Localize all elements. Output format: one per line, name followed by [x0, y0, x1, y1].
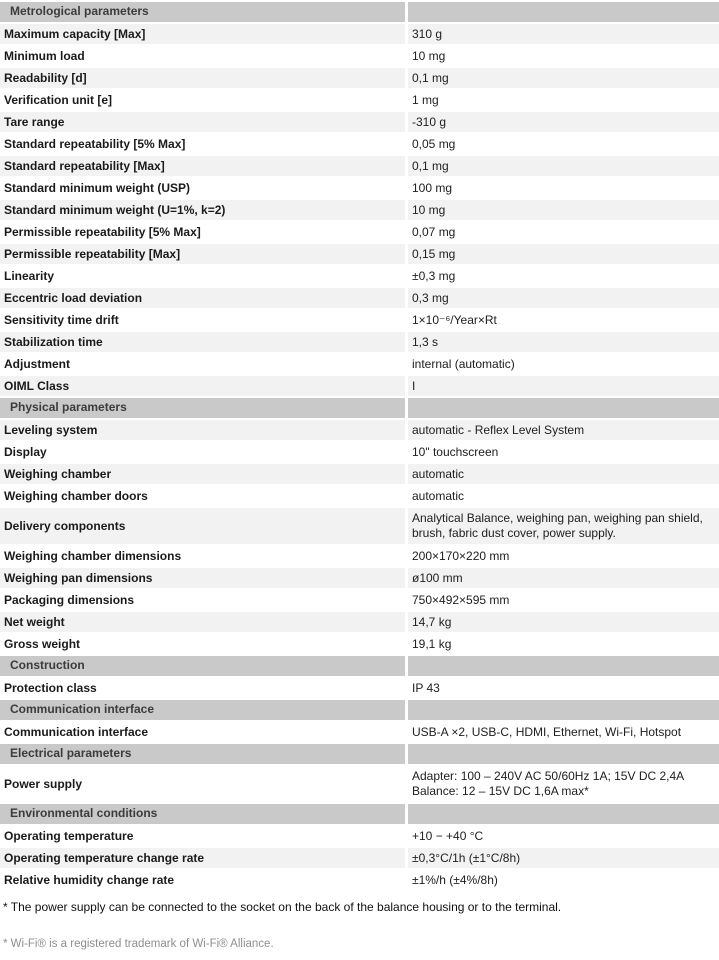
spec-row	[0, 442, 719, 464]
param-label: Packaging dimensions	[0, 590, 408, 612]
param-label: Verification unit [e]	[0, 90, 408, 112]
wifi-trademark-footnote: * Wi-Fi® is a registered trademark of Wi-Fi® Alliance.	[3, 938, 274, 950]
param-label: Leveling system	[0, 420, 408, 442]
param-value: automatic	[408, 486, 719, 508]
section-title: Environmental conditions	[0, 804, 408, 826]
param-value-line: Adapter: 100 – 240V AC 50/60Hz 1A; 15V DC 2,4A	[412, 769, 685, 783]
spec-row	[0, 222, 719, 244]
section-header-spacer	[408, 744, 719, 766]
section-header-row-communication-interface	[0, 700, 719, 722]
param-value: ø100 mm	[408, 568, 719, 590]
param-value: 200×170×220 mm	[408, 546, 719, 568]
specification-table	[0, 2, 719, 892]
param-label: Standard minimum weight (U=1%, k=2)	[0, 200, 408, 222]
spec-row	[0, 244, 719, 266]
param-label: Weighing chamber dimensions	[0, 546, 408, 568]
param-value: 0,1 mg	[408, 156, 719, 178]
param-label: Stabilization time	[0, 332, 408, 354]
spec-row	[0, 420, 719, 442]
param-label: Protection class	[0, 678, 408, 700]
spec-row	[0, 200, 719, 222]
section-header-row-metrological-parameters	[0, 2, 719, 24]
param-value: ±0,3°C/1h (±1°C/8h)	[408, 848, 719, 870]
param-value	[408, 508, 719, 546]
param-value: +10 − +40 °C	[408, 826, 719, 848]
spec-row	[0, 90, 719, 112]
spec-row	[0, 826, 719, 848]
power-supply-footnote: * The power supply can be connected to the socket on the back of the balance housing or to the terminal.	[3, 900, 562, 914]
spec-row	[0, 178, 719, 200]
spec-row	[0, 112, 719, 134]
spec-row	[0, 722, 719, 744]
spec-row	[0, 612, 719, 634]
param-label: Tare range	[0, 112, 408, 134]
param-label: OIML Class	[0, 376, 408, 398]
spec-row	[0, 266, 719, 288]
param-value: ±0,3 mg	[408, 266, 719, 288]
param-label: Standard minimum weight (USP)	[0, 178, 408, 200]
section-title: Physical parameters	[0, 398, 408, 420]
spec-row	[0, 486, 719, 508]
param-value: 1,3 s	[408, 332, 719, 354]
param-value: 1×10⁻⁶/Year×Rt	[408, 310, 719, 332]
section-header-row-electrical-parameters	[0, 744, 719, 766]
spec-row	[0, 46, 719, 68]
param-value: 100 mg	[408, 178, 719, 200]
spec-row	[0, 848, 719, 870]
param-label: Weighing pan dimensions	[0, 568, 408, 590]
param-label: Weighing chamber doors	[0, 486, 408, 508]
spec-row	[0, 546, 719, 568]
spec-row	[0, 288, 719, 310]
param-value: IP 43	[408, 678, 719, 700]
spec-row	[0, 354, 719, 376]
param-value: -310 g	[408, 112, 719, 134]
param-value: 0,15 mg	[408, 244, 719, 266]
section-header-spacer	[408, 2, 719, 24]
param-value: 10 mg	[408, 46, 719, 68]
param-label: Sensitivity time drift	[0, 310, 408, 332]
section-title: Construction	[0, 656, 408, 678]
section-title: Electrical parameters	[0, 744, 408, 766]
spec-row	[0, 134, 719, 156]
param-label: Communication interface	[0, 722, 408, 744]
spec-row	[0, 568, 719, 590]
param-value: USB-A ×2, USB-C, HDMI, Ethernet, Wi-Fi, Hotspot	[408, 722, 719, 744]
param-label: Standard repeatability [Max]	[0, 156, 408, 178]
param-value: automatic - Reflex Level System	[408, 420, 719, 442]
section-header-row-environmental-conditions	[0, 804, 719, 826]
param-label: Gross weight	[0, 634, 408, 656]
param-label: Linearity	[0, 266, 408, 288]
param-label: Permissible repeatability [5% Max]	[0, 222, 408, 244]
param-label: Weighing chamber	[0, 464, 408, 486]
spec-row	[0, 464, 719, 486]
section-header-row-construction	[0, 656, 719, 678]
specification-table-body	[0, 2, 719, 892]
param-label: Delivery components	[0, 508, 408, 546]
param-label: Permissible repeatability [Max]	[0, 244, 408, 266]
param-label: Adjustment	[0, 354, 408, 376]
spec-row	[0, 156, 719, 178]
param-value-line: Analytical Balance, weighing pan, weighing pan shield,	[412, 511, 703, 525]
param-value: 310 g	[408, 24, 719, 46]
param-label: Minimum load	[0, 46, 408, 68]
param-value: 0,07 mg	[408, 222, 719, 244]
param-value: 0,3 mg	[408, 288, 719, 310]
param-value: 0,05 mg	[408, 134, 719, 156]
param-label: Relative humidity change rate	[0, 870, 408, 892]
section-header-spacer	[408, 656, 719, 678]
spec-row	[0, 766, 719, 804]
param-value: internal (automatic)	[408, 354, 719, 376]
spec-row	[0, 68, 719, 90]
spec-row	[0, 870, 719, 892]
section-title: Communication interface	[0, 700, 408, 722]
param-value-line: brush, fabric dust cover, power supply.	[412, 526, 616, 540]
param-label: Display	[0, 442, 408, 464]
spec-row	[0, 332, 719, 354]
spec-row	[0, 376, 719, 398]
section-header-spacer	[408, 700, 719, 722]
param-value: ±1%/h (±4%/8h)	[408, 870, 719, 892]
spec-row	[0, 508, 719, 546]
spec-row	[0, 310, 719, 332]
param-value: 14,7 kg	[408, 612, 719, 634]
param-value: automatic	[408, 464, 719, 486]
param-value	[408, 766, 719, 804]
spec-row	[0, 590, 719, 612]
section-header-row-physical-parameters	[0, 398, 719, 420]
section-header-spacer	[408, 804, 719, 826]
param-value-line: Balance: 12 – 15V DC 1,6A max*	[412, 784, 589, 798]
param-value: I	[408, 376, 719, 398]
param-label: Standard repeatability [5% Max]	[0, 134, 408, 156]
spec-row	[0, 678, 719, 700]
param-value: 10 mg	[408, 200, 719, 222]
param-value: 0,1 mg	[408, 68, 719, 90]
param-label: Net weight	[0, 612, 408, 634]
param-value: 19,1 kg	[408, 634, 719, 656]
section-title: Metrological parameters	[0, 2, 408, 24]
spec-row	[0, 24, 719, 46]
section-header-spacer	[408, 398, 719, 420]
param-label: Eccentric load deviation	[0, 288, 408, 310]
param-label: Power supply	[0, 766, 408, 804]
param-value: 1 mg	[408, 90, 719, 112]
param-label: Operating temperature	[0, 826, 408, 848]
param-value: 750×492×595 mm	[408, 590, 719, 612]
param-label: Maximum capacity [Max]	[0, 24, 408, 46]
spec-row	[0, 634, 719, 656]
param-value: 10" touchscreen	[408, 442, 719, 464]
param-label: Operating temperature change rate	[0, 848, 408, 870]
param-label: Readability [d]	[0, 68, 408, 90]
